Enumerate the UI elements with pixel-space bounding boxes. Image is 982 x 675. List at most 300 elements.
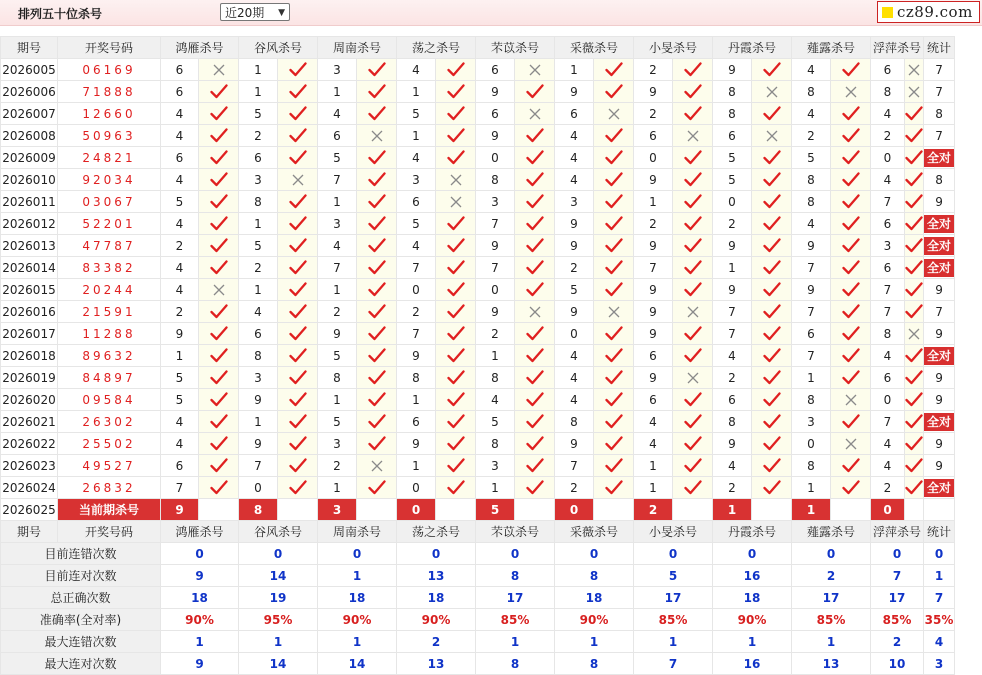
kill-value-cell: 2 [239,125,278,147]
column-header: 鸿雁杀号 [161,37,239,59]
check-icon [199,169,239,191]
check-icon [436,257,476,279]
check-icon [905,345,924,367]
stats-value: 16 [713,565,792,587]
kill-value-cell: 9 [792,235,831,257]
kill-value-cell: 2 [161,301,199,323]
kill-value-cell: 4 [792,103,831,125]
check-icon [357,81,397,103]
check-icon [673,103,713,125]
kill-value-cell: 8 [476,169,515,191]
period-cell: 2026011 [1,191,58,213]
column-header: 周南杀号 [318,521,397,543]
check-icon [752,191,792,213]
kill-value-cell: 1 [397,81,436,103]
kill-value-cell: 4 [555,147,594,169]
period-cell: 2026023 [1,455,58,477]
kill-value-cell: 6 [476,59,515,81]
stat-cell: 9 [924,455,955,477]
kill-value-cell: 9 [713,433,752,455]
stats-value: 7 [634,653,713,675]
cross-icon [905,59,924,81]
draw-number-cell: 24821 [58,147,161,169]
stats-total: 4 [924,631,955,653]
current-period-row [1,499,955,521]
cross-icon [278,169,318,191]
check-icon [831,191,871,213]
stats-value: 0 [634,543,713,565]
kill-value-cell: 9 [713,235,752,257]
kill-value-cell: 3 [871,235,905,257]
check-icon [278,257,318,279]
kill-value-cell: 9 [161,323,199,345]
check-icon [831,147,871,169]
check-icon [436,279,476,301]
kill-value-cell: 7 [871,301,905,323]
stats-value: 90% [318,609,397,631]
check-icon [515,147,555,169]
check-icon [831,235,871,257]
kill-value-cell: 9 [634,169,673,191]
kill-value-cell: 4 [161,103,199,125]
check-icon [278,191,318,213]
check-icon [905,433,924,455]
check-icon [436,389,476,411]
stats-value: 14 [318,653,397,675]
kill-value-cell: 8 [555,411,594,433]
stats-label: 目前连对次数 [1,565,161,587]
stats-value: 9 [161,653,239,675]
kill-value-cell: 2 [318,455,357,477]
current-kill-blank [752,499,792,521]
check-icon [515,433,555,455]
check-icon [831,125,871,147]
kill-value-cell: 7 [871,411,905,433]
kill-value-cell: 8 [792,389,831,411]
column-header: 浮萍杀号 [871,37,924,59]
check-icon [905,477,924,499]
stats-value: 5 [634,565,713,587]
stats-value: 17 [476,587,555,609]
kill-value-cell: 6 [792,323,831,345]
stat-cell: 9 [924,389,955,411]
column-header: 采薇杀号 [555,521,634,543]
kill-value-cell: 1 [318,81,357,103]
check-icon [752,455,792,477]
draw-number-cell: 21591 [58,301,161,323]
check-icon [436,323,476,345]
cross-icon [673,367,713,389]
kill-value-cell: 9 [555,81,594,103]
check-icon [905,235,924,257]
kill-value-cell: 4 [239,301,278,323]
period-select[interactable] [220,3,290,21]
check-icon [905,191,924,213]
kill-value-cell: 6 [871,367,905,389]
period-cell: 2026020 [1,389,58,411]
kill-value-cell: 9 [634,367,673,389]
kill-value-cell: 2 [239,257,278,279]
check-icon [357,433,397,455]
check-icon [199,323,239,345]
stats-value: 18 [397,587,476,609]
kill-value-cell: 8 [871,81,905,103]
current-kill-value: 1 [792,499,831,521]
column-header: 浮萍杀号 [871,521,924,543]
kill-value-cell: 4 [792,213,831,235]
kill-value-cell: 2 [161,235,199,257]
stat-cell [924,411,955,433]
check-icon [831,345,871,367]
stats-value: 1 [476,631,555,653]
check-icon [199,345,239,367]
period-cell: 2026021 [1,411,58,433]
kill-value-cell: 8 [318,367,357,389]
kill-value-cell: 7 [397,257,436,279]
kill-value-cell: 8 [792,81,831,103]
site-logo[interactable] [877,1,980,23]
kill-value-cell: 6 [634,125,673,147]
stats-value: 8 [555,653,634,675]
stats-value: 18 [555,587,634,609]
stat-cell [924,257,955,279]
period-cell: 2026013 [1,235,58,257]
check-icon [278,323,318,345]
stats-value: 85% [871,609,924,631]
stats-value: 95% [239,609,318,631]
kill-value-cell: 2 [555,257,594,279]
check-icon [905,125,924,147]
stats-row [1,653,955,675]
kill-value-cell: 4 [318,103,357,125]
kill-value-cell: 8 [239,191,278,213]
kill-value-cell: 7 [634,257,673,279]
cross-icon [357,125,397,147]
kill-value-cell: 3 [318,433,357,455]
check-icon [278,301,318,323]
kill-value-cell: 6 [871,213,905,235]
check-icon [594,345,634,367]
kill-value-cell: 9 [239,433,278,455]
column-header: 统计 [924,37,955,59]
kill-value-cell: 5 [713,147,752,169]
kill-value-cell: 1 [555,59,594,81]
check-icon [357,169,397,191]
kill-value-cell: 1 [161,345,199,367]
kill-value-cell: 6 [871,59,905,81]
table-row [1,477,955,499]
table-row [1,301,955,323]
check-icon [594,433,634,455]
kill-value-cell: 6 [161,59,199,81]
column-header: 采薇杀号 [555,37,634,59]
kill-value-cell: 4 [397,147,436,169]
cross-icon [831,433,871,455]
kill-value-cell: 4 [713,345,752,367]
kill-value-cell: 4 [161,411,199,433]
check-icon [831,455,871,477]
check-icon [515,213,555,235]
kill-value-cell: 7 [318,257,357,279]
period-cell: 2026006 [1,81,58,103]
table-row [1,279,955,301]
check-icon [278,213,318,235]
draw-number-cell: 47787 [58,235,161,257]
kill-value-cell: 9 [239,389,278,411]
kill-value-cell: 4 [397,59,436,81]
stats-value: 1 [318,565,397,587]
check-icon [515,323,555,345]
check-icon [278,433,318,455]
kill-value-cell: 7 [161,477,199,499]
kill-value-cell: 3 [555,191,594,213]
stats-value: 8 [476,653,555,675]
kill-value-cell: 2 [713,477,752,499]
kill-value-cell: 8 [713,103,752,125]
check-icon [752,279,792,301]
draw-number-cell: 49527 [58,455,161,477]
kill-value-cell: 1 [397,389,436,411]
current-kill-blank [831,499,871,521]
check-icon [594,367,634,389]
kill-value-cell: 7 [871,279,905,301]
check-icon [905,389,924,411]
kill-value-cell: 3 [239,169,278,191]
cross-icon [594,103,634,125]
check-icon [278,411,318,433]
stats-total: 7 [924,587,955,609]
period-cell: 2026024 [1,477,58,499]
current-stat-blank [924,499,955,521]
draw-number-cell: 92034 [58,169,161,191]
check-icon [515,411,555,433]
check-icon [673,81,713,103]
kill-value-cell: 9 [634,301,673,323]
check-icon [278,59,318,81]
kill-value-cell: 7 [792,301,831,323]
check-icon [199,257,239,279]
kill-value-cell: 7 [792,345,831,367]
check-icon [278,81,318,103]
stats-value: 8 [476,565,555,587]
kill-value-cell: 1 [239,59,278,81]
kill-value-cell: 7 [397,323,436,345]
stat-cell: 8 [924,103,955,125]
kill-value-cell: 0 [713,191,752,213]
kill-value-cell: 3 [239,367,278,389]
period-select-value: 近20期 [225,6,265,20]
kill-value-cell: 1 [792,477,831,499]
kill-value-cell: 9 [476,125,515,147]
kill-value-cell: 4 [871,169,905,191]
stats-value: 13 [397,653,476,675]
check-icon [673,191,713,213]
column-header: 谷风杀号 [239,521,318,543]
stats-value: 18 [713,587,792,609]
check-icon [278,235,318,257]
draw-number-cell: 03067 [58,191,161,213]
kill-value-cell: 4 [871,455,905,477]
kill-value-cell: 3 [318,59,357,81]
kill-value-cell: 5 [397,103,436,125]
stats-value: 18 [318,587,397,609]
check-icon [515,81,555,103]
cross-icon [436,169,476,191]
stats-label: 目前连错次数 [1,543,161,565]
kill-value-cell: 5 [555,279,594,301]
cross-icon [752,81,792,103]
kill-value-cell: 4 [713,455,752,477]
check-icon [199,235,239,257]
column-header: 期号 [1,521,58,543]
kill-value-cell: 6 [634,345,673,367]
kill-value-cell: 2 [634,103,673,125]
cross-icon [594,301,634,323]
check-icon [357,345,397,367]
stats-value: 17 [792,587,871,609]
kill-value-cell: 6 [161,147,199,169]
check-icon [436,455,476,477]
stat-cell: 8 [924,169,955,191]
table-row [1,345,955,367]
check-icon [831,367,871,389]
kill-value-cell: 1 [397,125,436,147]
kill-value-cell: 9 [555,235,594,257]
kill-value-cell: 1 [239,213,278,235]
cross-icon [357,455,397,477]
check-icon [199,191,239,213]
check-icon [199,477,239,499]
kill-value-cell: 6 [871,257,905,279]
check-icon [199,389,239,411]
draw-number-cell: 26302 [58,411,161,433]
kill-value-cell: 2 [634,59,673,81]
kill-value-cell: 7 [318,169,357,191]
draw-number-cell: 52201 [58,213,161,235]
stat-cell: 7 [924,81,955,103]
stats-value: 1 [161,631,239,653]
stat-cell: 7 [924,125,955,147]
kill-value-cell: 5 [476,411,515,433]
current-period-cell: 2026025 [1,499,58,521]
check-icon [199,147,239,169]
check-icon [831,257,871,279]
stats-total: 0 [924,543,955,565]
kill-value-cell: 9 [397,433,436,455]
check-icon [752,257,792,279]
kill-value-cell: 0 [634,147,673,169]
table-row [1,257,955,279]
check-icon [831,169,871,191]
current-kill-label: 当前期杀号 [58,499,161,521]
draw-number-cell: 71888 [58,81,161,103]
logo-square-icon [882,7,893,18]
kill-value-cell: 4 [161,279,199,301]
kill-value-cell: 0 [397,477,436,499]
kill-value-cell: 4 [871,103,905,125]
check-icon [905,367,924,389]
stats-value: 1 [239,631,318,653]
kill-value-cell: 6 [161,455,199,477]
kill-value-cell: 8 [871,323,905,345]
stats-value: 0 [555,543,634,565]
check-icon [594,213,634,235]
current-kill-value: 1 [713,499,752,521]
table-row [1,169,955,191]
check-icon [673,433,713,455]
stats-total: 35% [924,609,955,631]
period-cell: 2026022 [1,433,58,455]
check-icon [905,455,924,477]
check-icon [673,411,713,433]
check-icon [199,125,239,147]
stats-value: 17 [634,587,713,609]
kill-value-cell: 3 [476,455,515,477]
kill-value-cell: 7 [713,301,752,323]
header-row [1,521,955,543]
kill-value-cell: 6 [239,147,278,169]
kill-value-cell: 0 [397,279,436,301]
kill-value-cell: 6 [397,411,436,433]
period-cell: 2026007 [1,103,58,125]
check-icon [199,433,239,455]
cross-icon [752,125,792,147]
column-header: 薤露杀号 [792,521,871,543]
kill-value-cell: 2 [713,213,752,235]
check-icon [357,389,397,411]
kill-value-cell: 4 [634,433,673,455]
check-icon [199,103,239,125]
stats-value: 16 [713,653,792,675]
logo-text: cz89.com [897,3,973,21]
kill-value-cell: 4 [555,345,594,367]
stats-value: 2 [871,631,924,653]
check-icon [594,389,634,411]
stats-label: 准确率(全对率) [1,609,161,631]
check-icon [752,103,792,125]
check-icon [199,411,239,433]
kill-value-cell: 1 [634,191,673,213]
table-row [1,235,955,257]
stats-value: 0 [792,543,871,565]
stats-value: 0 [871,543,924,565]
stats-row [1,543,955,565]
kill-value-cell: 3 [397,169,436,191]
stats-value: 7 [871,565,924,587]
kill-value-cell: 0 [476,279,515,301]
kill-value-cell: 1 [239,411,278,433]
kill-value-cell: 7 [239,455,278,477]
all-correct-badge: 全对 [924,347,954,365]
kill-value-cell: 8 [792,169,831,191]
check-icon [436,235,476,257]
check-icon [436,81,476,103]
check-icon [278,477,318,499]
check-icon [905,301,924,323]
check-icon [594,477,634,499]
check-icon [594,455,634,477]
check-icon [436,59,476,81]
kill-value-cell: 9 [634,81,673,103]
check-icon [673,147,713,169]
kill-value-cell: 4 [397,235,436,257]
kill-value-cell: 9 [476,235,515,257]
stats-value: 1 [555,631,634,653]
column-header: 荡之杀号 [397,521,476,543]
check-icon [673,455,713,477]
check-icon [515,279,555,301]
draw-number-cell: 11288 [58,323,161,345]
